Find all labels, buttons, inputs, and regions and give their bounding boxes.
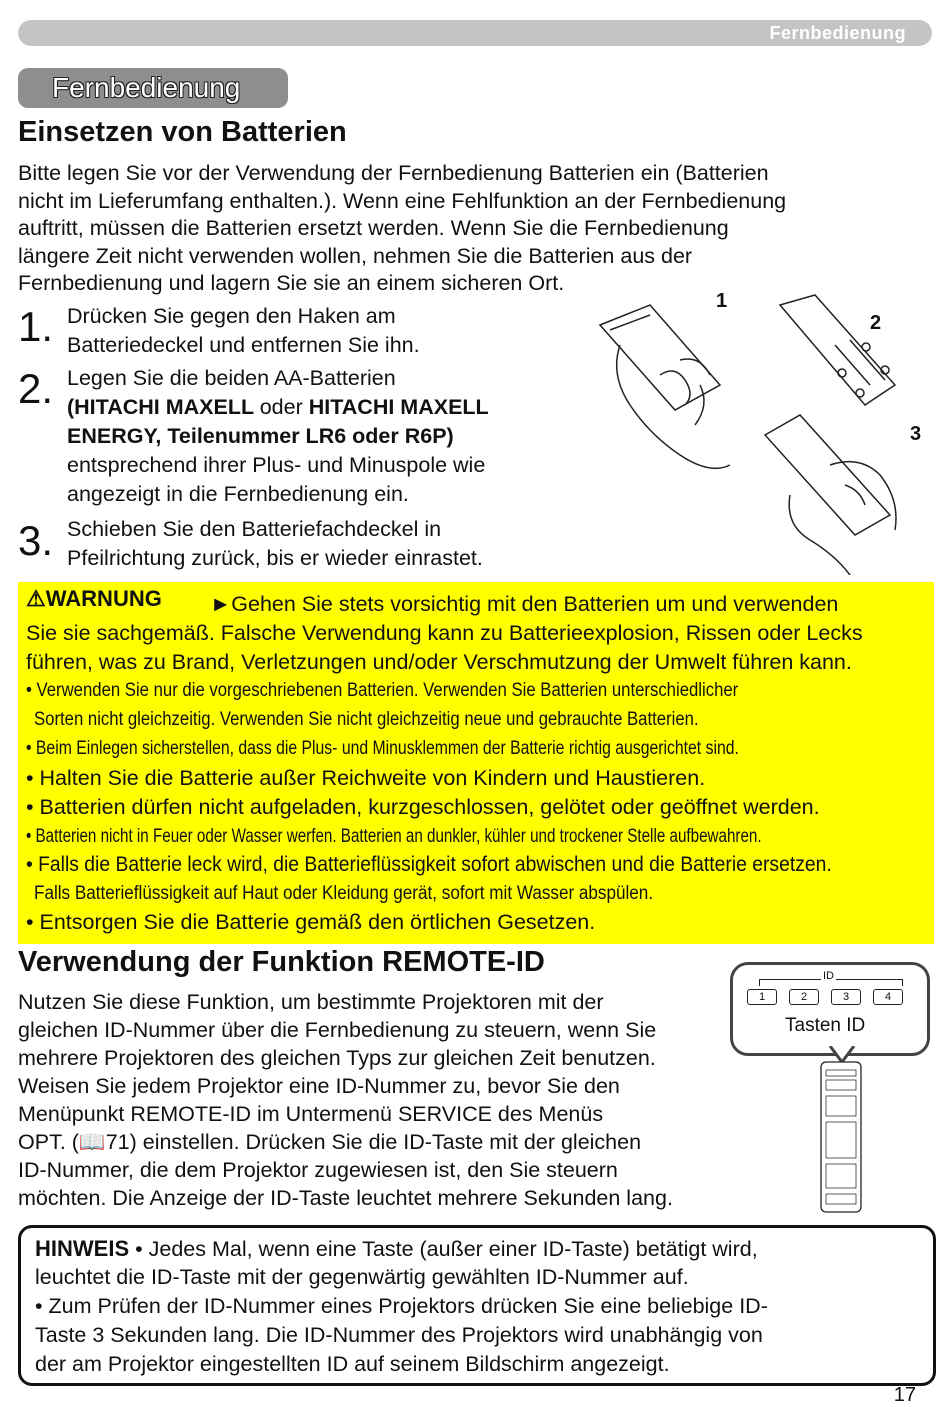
header-bar xyxy=(18,20,932,46)
intro-paragraph xyxy=(18,160,786,298)
id-key-2: 2 xyxy=(789,989,819,1005)
remote-id-line: Menüpunkt REMOTE-ID im Untermenü SERVICE des Menüs xyxy=(18,1102,604,1126)
step-line: Batteriedeckel und entfernen Sie ihn. xyxy=(67,333,420,357)
remote-id-line: Weisen Sie jedem Projektor eine ID-Nummer zu, bevor Sie den xyxy=(18,1074,620,1098)
id-key-1: 1 xyxy=(747,989,777,1005)
step-text xyxy=(67,302,420,360)
step-text xyxy=(67,515,483,573)
warning-line: führen, was zu Brand, Verletzungen und/oder Verschmutzung der Umwelt führen kann. xyxy=(26,650,852,674)
warning-line: • Verwenden Sie nur die vorgeschriebenen Batterien. Verwenden Sie Batterien unterschiedlicher xyxy=(26,680,739,701)
warning-line: • Entsorgen Sie die Batterie gemäß den örtlichen Gesetzen. xyxy=(26,910,596,934)
step-line: Drücken Sie gegen den Haken am xyxy=(67,304,396,328)
hint-line: Taste 3 Sekunden lang. Die ID-Nummer des Projektors wird unabhängig von xyxy=(35,1323,763,1347)
step-text xyxy=(67,364,489,509)
warning-line: • Batterien dürfen nicht aufgeladen, kurzgeschlossen, gelötet oder geöffnet werden. xyxy=(26,795,820,819)
hint-line: leuchtet die ID-Taste mit der gegenwärtig gewählten ID-Nummer auf. xyxy=(35,1265,689,1289)
warning-label-row xyxy=(26,586,162,612)
warning-line: • Batterien nicht in Feuer oder Wasser werfen. Batterien an dunkler, kühler und trockener Stelle aufbewahren. xyxy=(26,826,762,847)
step-line: (HITACHI MAXELL oder HITACHI MAXELL xyxy=(67,395,489,419)
warning-line: Sie sie sachgemäß. Falsche Verwendung kann zu Batterieexplosion, Rissen oder Lecks xyxy=(26,621,863,645)
intro-line: auftritt, müssen die Batterien ersetzt werden. Wenn Sie die Fernbedienung xyxy=(18,216,729,240)
battery-insertion-figure xyxy=(580,285,940,575)
hint-line: • Jedes Mal, wenn eine Taste (außer einer ID-Taste) betätigt wird, xyxy=(135,1237,758,1261)
warning-line: ►Gehen Sie stets vorsichtig mit den Batterien um und verwenden xyxy=(210,592,839,616)
id-group-label: ID xyxy=(823,970,834,982)
step-line: Schieben Sie den Batteriefachdeckel in xyxy=(67,517,442,541)
step-number: 3. xyxy=(18,517,54,564)
hint-line: • Zum Prüfen der ID-Nummer eines Projektors drücken Sie eine beliebige ID- xyxy=(35,1294,768,1318)
id-key-4: 4 xyxy=(873,989,903,1005)
intro-line: Bitte legen Sie vor der Verwendung der Fernbedienung Batterien ein (Batterien xyxy=(18,161,769,185)
page-number: 17 xyxy=(893,1384,916,1406)
warning-line: • Beim Einlegen sicherstellen, dass die Plus- und Minusklemmen der Batterie richtig ausgerichtet sind. xyxy=(26,738,739,759)
remote-id-heading: Verwendung der Funktion REMOTE-ID xyxy=(18,946,545,978)
step-number: 1. xyxy=(18,303,54,350)
figure-label-2: 2 xyxy=(870,312,882,334)
hint-line-1 xyxy=(35,1236,758,1262)
header-section-title: Fernbedienung xyxy=(769,23,906,43)
id-key-3: 3 xyxy=(831,989,861,1005)
step-line: Legen Sie die beiden AA-Batterien xyxy=(67,366,396,390)
id-keys-callout xyxy=(730,962,930,1056)
remote-id-line: OPT. (📖71) einstellen. Drücken Sie die ID-Taste mit der gleichen xyxy=(18,1130,642,1154)
hint-label: HINWEIS xyxy=(35,1236,130,1261)
warning-triangle-icon: ⚠ xyxy=(26,586,46,611)
warning-line: • Halten Sie die Batterie außer Reichweite von Kindern und Haustieren. xyxy=(26,766,706,790)
remote-id-line: ID-Nummer, die dem Projektor zugewiesen ist, den Sie steuern xyxy=(18,1158,618,1182)
remote-id-line: Nutzen Sie diese Funktion, um bestimmte Projektoren mit der xyxy=(18,990,604,1014)
intro-line: längere Zeit nicht verwenden wollen, nehmen Sie die Batterien aus der xyxy=(18,243,693,268)
section-tab xyxy=(18,68,288,108)
figure-label-3: 3 xyxy=(910,423,922,445)
remote-id-paragraph xyxy=(18,988,673,1212)
step-line: Pfeilrichtung zurück, bis er wieder einrastet. xyxy=(67,546,483,570)
figure-label-1: 1 xyxy=(716,290,728,312)
step-line: ENERGY, Teilenummer LR6 oder R6P) xyxy=(67,424,454,448)
remote-control-illustration xyxy=(816,1046,866,1216)
step-line: entsprechend ihrer Plus- und Minuspole wie xyxy=(67,453,486,477)
batteries-heading: Einsetzen von Batterien xyxy=(18,116,347,148)
hint-box xyxy=(18,1225,936,1386)
warning-line: Falls Batterieflüssigkeit auf Haut oder Kleidung gerät, sofort mit Wasser abspülen. xyxy=(34,883,654,904)
remote-id-line: gleichen ID-Nummer über die Fernbedienung zu steuern, wenn Sie xyxy=(18,1018,657,1042)
section-tab-label: Fernbedienung xyxy=(52,72,241,103)
warning-label: WARNUNG xyxy=(45,586,162,611)
id-keys-caption: Tasten ID xyxy=(785,1015,866,1036)
step-number: 2. xyxy=(18,365,54,412)
step-line: angezeigt in die Fernbedienung ein. xyxy=(67,482,409,506)
intro-line: Fernbedienung und lagern Sie sie an einem sicheren Ort. xyxy=(18,271,565,295)
warning-line: • Falls die Batterie leck wird, die Batterieflüssigkeit sofort abwischen und die Batterie ersetzen. xyxy=(26,853,832,876)
remote-id-line: mehrere Projektoren des gleichen Typs zur gleichen Zeit benutzen. xyxy=(18,1046,656,1070)
remote-id-line: möchten. Die Anzeige der ID-Taste leuchtet mehrere Sekunden lang. xyxy=(18,1186,673,1210)
hint-line: der am Projektor eingestellten ID auf seinem Bildschirm angezeigt. xyxy=(35,1352,670,1376)
intro-line: nicht im Lieferumfang enthalten.). Wenn eine Fehlfunktion an der Fernbedienung xyxy=(18,188,787,213)
warning-box xyxy=(18,582,934,944)
warning-line: Sorten nicht gleichzeitig. Verwenden Sie nicht gleichzeitig neue und gebrauchte Batterien. xyxy=(34,709,699,730)
